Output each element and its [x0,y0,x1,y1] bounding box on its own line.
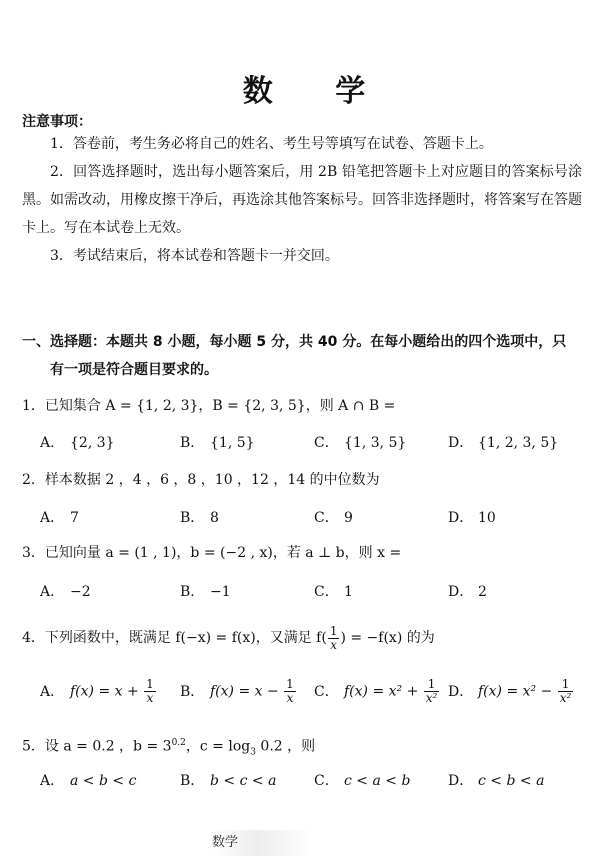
option-b[interactable] [180,770,276,792]
fraction [144,678,156,705]
question-4-options [40,677,580,705]
fraction [284,678,296,705]
notice-heading: 注意事项： [22,114,92,130]
section-heading [22,328,582,384]
option-text: 10 [478,510,496,526]
option-a[interactable] [40,507,79,529]
fraction-denominator: x [146,691,154,705]
option-text: −2 [70,584,91,600]
question-2-options [40,507,580,529]
option-b[interactable] [180,581,231,603]
question-4-stem [22,624,435,652]
option-text: a < b < c [70,773,137,789]
option-text: 9 [344,510,353,526]
option-b[interactable] [180,432,255,454]
question-1-options [40,432,580,454]
option-text: 1 [344,584,353,600]
option-label: A． [40,435,65,451]
option-text: f(x) = x − [210,683,284,700]
option-text: {1, 5} [210,435,255,451]
fraction-numerator: 1 [424,678,440,692]
question-3-stem: 3．已知向量 a = (1 , 1)，b = (−2 , x)，若 a ⊥ b，则 x = [22,545,402,561]
option-label: D． [448,773,474,789]
fraction-denominator: x [286,691,294,705]
option-label: A． [40,584,65,600]
option-text: c < a < b [344,773,411,789]
question-2-stem: 2．样本数据 2 ，4 ，6 ，8 ，10 ，12 ，14 的中位数为 [22,472,380,488]
question-5-stem [22,733,315,762]
fraction [424,678,440,705]
option-text: {2, 3} [70,435,115,451]
log-base: 3 [250,747,256,758]
fraction-numerator: 1 [558,678,574,692]
option-label: A． [40,683,65,700]
option-label: C． [314,510,339,526]
option-text: f(x) = x + [70,683,144,700]
option-text: 7 [70,510,79,526]
notice-item-3: 3．考试结束后，将本试卷和答题卡一并交回。 [50,248,339,264]
stem-part: 5．设 a = 0.2 ，b = 3 [22,738,172,755]
option-label: C． [314,435,339,451]
option-b[interactable] [180,507,219,529]
option-c[interactable] [314,432,406,454]
option-label: C． [314,773,339,789]
option-text: b < c < a [210,773,277,789]
question-3-options [40,581,580,603]
fraction [558,678,574,705]
option-label: D． [448,435,474,451]
option-text: {1, 3, 5} [344,435,407,451]
option-text: {1, 2, 3, 5} [478,435,559,451]
option-text: c < b < a [478,773,545,789]
stem-part: 4．下列函数中，既满足 f(−x) = f(x)，又满足 f( [22,630,327,646]
option-d[interactable] [448,770,544,792]
option-d[interactable] [448,678,574,705]
option-text: 8 [210,510,219,526]
option-label: D． [448,683,474,700]
fraction-denominator: x² [559,691,572,705]
option-label: A． [40,773,65,789]
option-c[interactable] [314,678,440,705]
fraction-numerator: 1 [286,677,294,691]
option-label: C． [314,683,339,700]
page-footer: 数学 [212,830,312,856]
page-title: 数 学 [242,74,392,109]
fraction-numerator: 1 [329,623,338,638]
section-heading-line-1: 一、选择题：本题共 8 小题，每小题 5 分，共 40 分。在每小题给出的四个选项中，只 [22,334,567,350]
fraction [328,625,340,652]
option-d[interactable] [448,507,496,529]
option-label: D． [448,510,474,526]
question-1-stem: 1．已知集合 A = {1, 2, 3}，B = {2, 3, 5}，则 A ∩ B = [22,398,396,414]
fraction-denominator: x² [425,691,438,705]
option-a[interactable] [40,581,91,603]
question-5-options [40,770,580,792]
option-label: D． [448,584,474,600]
option-text: f(x) = x² + [344,683,423,700]
fraction-numerator: 1 [146,677,154,691]
stem-part: 0.2 ，则 [255,738,316,755]
option-label: A． [40,510,65,526]
option-text: −1 [210,584,231,600]
option-label: B． [180,683,205,700]
option-d[interactable] [448,432,558,454]
option-a[interactable] [40,432,115,454]
fraction-denominator: x [330,637,338,652]
option-c[interactable] [314,581,353,603]
option-a[interactable] [40,770,136,792]
option-a[interactable] [40,678,157,705]
option-d[interactable] [448,581,487,603]
notice-item-2: 2．回答选择题时，选出每小题答案后，用 2B 铅笔把答题卡上对应题目的答案标号涂黑。如需改动，用橡皮擦干净后，再选涂其他答案标号。回答非选择题时，将答案写在答题卡上。写在本试卷上无效。 [22,164,582,236]
option-text: f(x) = x² − [478,683,557,700]
notice-item-1: 1．答卷前，考生务必将自己的姓名、考生号等填写在试卷、答题卡上。 [50,136,493,152]
option-label: B． [180,584,205,600]
option-b[interactable] [180,678,297,705]
option-c[interactable] [314,507,353,529]
option-label: C． [314,584,339,600]
option-c[interactable] [314,770,410,792]
option-label: B． [180,510,205,526]
stem-part: ) = −f(x) 的为 [340,630,435,646]
section-heading-line-2: 有一项是符合题目要求的。 [50,362,218,378]
option-label: B． [180,435,205,451]
stem-part: ，c = log [185,738,251,755]
exponent: 0.2 [171,738,186,748]
option-label: B． [180,773,205,789]
option-text: 2 [478,584,487,600]
